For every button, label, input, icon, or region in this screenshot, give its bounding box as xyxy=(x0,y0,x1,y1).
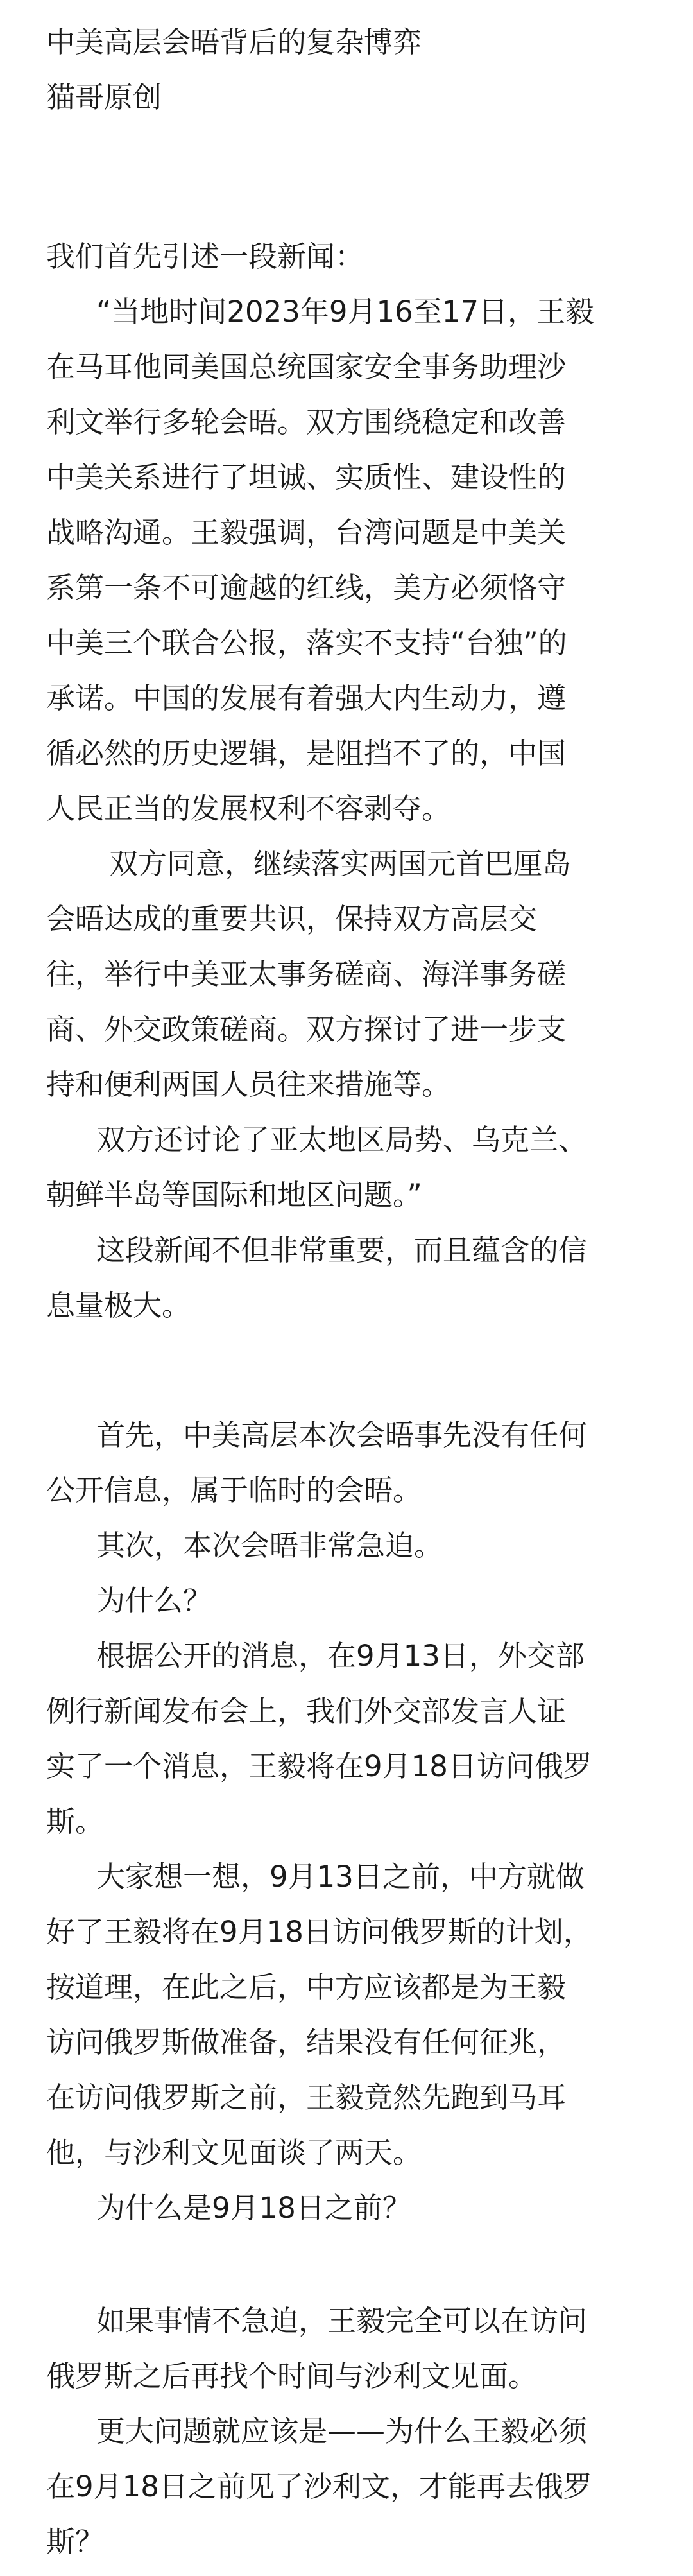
text-line: 会晤达成的重要共识，保持双方高层交 xyxy=(46,902,538,936)
text-line: 大家想一想，9月13日之前，中方就做 xyxy=(96,1860,585,1894)
text-line: 商、外交政策磋商。双方探讨了进一步支 xyxy=(46,1012,567,1046)
text-line: 在访问俄罗斯之前，王毅竟然先跑到马耳 xyxy=(46,2080,567,2114)
article-title: 中美高层会晤背后的复杂博弈 xyxy=(46,25,422,59)
text-line: 实了一个消息，王毅将在9月18日访问俄罗 xyxy=(46,1749,592,1783)
text-line: 在马耳他同美国总统国家安全事务助理沙 xyxy=(46,350,567,384)
text-line: 访问俄罗斯做准备，结果没有任何征兆， xyxy=(46,2025,567,2059)
article-author: 猫哥原创 xyxy=(46,80,162,114)
text-line: 这段新闻不但非常重要，而且蕴含的信 xyxy=(96,1233,588,1267)
text-line: 斯。 xyxy=(46,1804,105,1838)
text-line: 承诺。中国的发展有着强大内生动力，遵 xyxy=(46,681,567,715)
text-line: 公开信息，属于临时的会晤。 xyxy=(46,1473,422,1507)
text-line: 系第一条不可逾越的红线，美方必须恪守 xyxy=(46,571,567,605)
text-line: 朝鲜半岛等国际和地区问题。” xyxy=(46,1178,422,1212)
text-line: 首先，中美高层本次会晤事先没有任何 xyxy=(96,1418,588,1452)
text-line: 息量极大。 xyxy=(46,1288,191,1322)
text-line: 他，与沙利文见面谈了两天。 xyxy=(46,2136,422,2170)
text-line: 持和便利两国人员往来措施等。 xyxy=(46,1068,451,1102)
text-line: 好了王毅将在9月18日访问俄罗斯的计划， xyxy=(46,1915,592,1949)
text-line: 我们首先引述一段新闻： xyxy=(46,239,364,273)
text-line: 循必然的历史逻辑，是阻挡不了的，中国 xyxy=(46,736,567,770)
text-line: 利文举行多轮会晤。双方围绕稳定和改善 xyxy=(46,405,567,439)
text-line: 中美关系进行了坦诚、实质性、建设性的 xyxy=(46,460,567,494)
text-line: 斯？ xyxy=(46,2525,105,2559)
text-line: 其次，本次会晤非常急迫。 xyxy=(96,1528,443,1562)
text-line: 往，举行中美亚太事务磋商、海洋事务磋 xyxy=(46,957,567,991)
text-line: 更大问题就应该是——为什么王毅必须 xyxy=(96,2414,588,2448)
text-line: 根据公开的消息，在9月13日，外交部 xyxy=(96,1639,585,1673)
text-line: 为什么是9月18日之前？ xyxy=(96,2191,411,2225)
text-line: 例行新闻发布会上，我们外交部发言人证 xyxy=(46,1694,567,1728)
text-line: “当地时间2023年9月16至17日，王毅 xyxy=(96,295,594,329)
text-line: 为什么？ xyxy=(96,1584,212,1618)
text-line: 战略沟通。王毅强调，台湾问题是中美关 xyxy=(46,515,567,549)
text-line: 双方还讨论了亚太地区局势、乌克兰、 xyxy=(96,1123,588,1157)
text-line: 俄罗斯之后再找个时间与沙利文见面。 xyxy=(46,2359,538,2393)
text-line: 在9月18日之前见了沙利文，才能再去俄罗 xyxy=(46,2469,592,2503)
text-line: 如果事情不急迫，王毅完全可以在访问 xyxy=(96,2304,588,2338)
text-line: 人民正当的发展权利不容剥夺。 xyxy=(46,791,451,826)
text-line: 双方同意，继续落实两国元首巴厘岛 xyxy=(109,847,572,881)
text-line: 按道理，在此之后，中方应该都是为王毅 xyxy=(46,1970,567,2004)
text-line: 中美三个联合公报，落实不支持“台独”的 xyxy=(46,626,567,660)
